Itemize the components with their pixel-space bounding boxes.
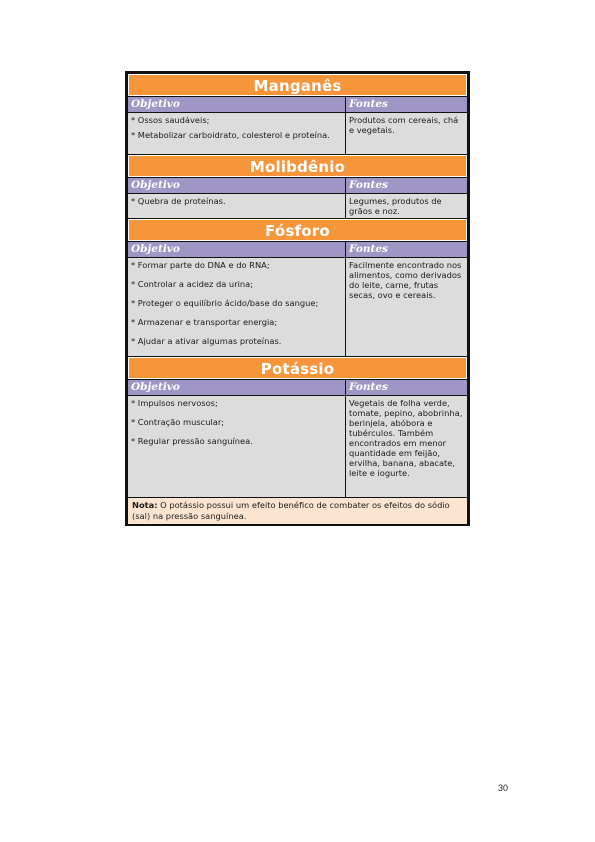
section-body xyxy=(128,113,467,154)
objetivo-item: * Proteger o equilíbrio ácido/base do sangue; xyxy=(131,298,319,308)
column-header-objetivo: Objetivo xyxy=(128,178,346,193)
section-molibdenio xyxy=(127,155,468,218)
objetivo-cell xyxy=(128,194,346,218)
fontes-cell: Facilmente encontrado nos alimentos, como derivados do leite, carne, frutas secas, ovo e cereais. xyxy=(346,258,467,356)
column-header-fontes: Fontes xyxy=(346,178,467,193)
section-potassio xyxy=(127,357,468,497)
column-header-fontes: Fontes xyxy=(346,242,467,257)
section-title: Molibdênio xyxy=(128,155,467,177)
note-label: Nota: xyxy=(132,500,158,510)
minerals-card xyxy=(125,71,470,526)
section-body xyxy=(128,258,467,356)
page-number: 30 xyxy=(498,783,509,793)
section-title: Fósforo xyxy=(128,219,467,241)
section-body xyxy=(128,396,467,497)
section-body xyxy=(128,194,467,218)
fontes-cell: Produtos com cereais, chá e vegetais. xyxy=(346,113,467,154)
objetivo-item: * Impulsos nervosos; xyxy=(131,398,218,408)
column-header-objetivo: Objetivo xyxy=(128,380,346,395)
objetivo-item: * Regular pressão sanguínea. xyxy=(131,436,253,446)
column-header-objetivo: Objetivo xyxy=(128,242,346,257)
column-header-fontes: Fontes xyxy=(346,380,467,395)
column-header-objetivo: Objetivo xyxy=(128,97,346,112)
objetivo-cell xyxy=(128,396,346,497)
column-header-row xyxy=(128,97,467,112)
column-header-row xyxy=(128,380,467,395)
section-title: Potássio xyxy=(128,357,467,379)
note-text: O potássio possui um efeito benéfico de combater os efeitos do sódio (sal) na pressão sanguínea. xyxy=(132,500,450,521)
objetivo-item: * Contração muscular; xyxy=(131,417,225,427)
column-header-row xyxy=(128,178,467,193)
column-header-fontes: Fontes xyxy=(346,97,467,112)
objetivo-cell xyxy=(128,113,346,154)
objetivo-item: * Metabolizar carboidrato, colesterol e proteína. xyxy=(131,130,330,140)
objetivo-item: * Ossos saudáveis; xyxy=(131,115,210,125)
note-box xyxy=(128,498,467,524)
objetivo-item: * Formar parte do DNA e do RNA; xyxy=(131,260,270,270)
objetivo-item: * Armazenar e transportar energia; xyxy=(131,317,278,327)
column-header-row xyxy=(128,242,467,257)
section-title: Manganês xyxy=(128,74,467,96)
fontes-cell: Legumes, produtos de grãos e noz. xyxy=(346,194,467,218)
fontes-cell: Vegetais de folha verde, tomate, pepino, abobrinha, berinjela, abóbora e tubérculos. Também encontrados em menor quantidade em feijão, ervilha, banana, abacate, leite e iogurte. xyxy=(346,396,467,497)
objetivo-item: * Quebra de proteínas. xyxy=(131,196,226,206)
objetivo-item: * Ajudar a ativar algumas proteínas. xyxy=(131,336,282,346)
section-fosforo xyxy=(127,219,468,356)
objetivo-item: * Controlar a acidez da urina; xyxy=(131,279,254,289)
objetivo-cell xyxy=(128,258,346,356)
section-manganes xyxy=(127,74,468,154)
